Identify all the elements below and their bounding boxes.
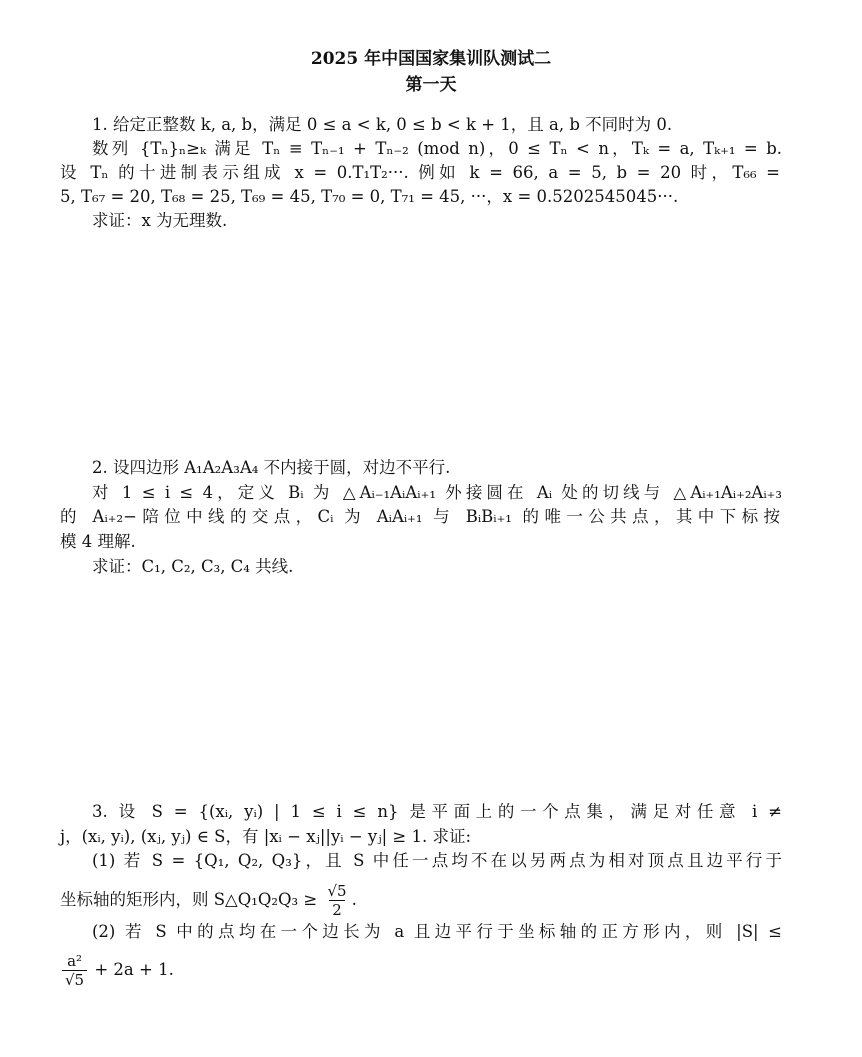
problem1-line4: 5, T₆₇ = 20, T₆₈ = 25, T₆₉ = 45, T₇₀ = 0, T₇₁ = 45, ···，x = 0.5202545045···. bbox=[60, 187, 679, 206]
problem3-line4-text: 坐标轴的矩形内，则 S△Q₁Q₂Q₃ ≥ bbox=[60, 890, 318, 909]
sqrt5-over-2-fraction bbox=[324, 882, 349, 919]
page-title: 2025 年中国国家集训队测试二 bbox=[310, 49, 552, 69]
problem3-line3: (1) 若 S = {Q₁, Q₂, Q₃}，且 S 中任一点均不在以另两点为相对顶点且边平行于 bbox=[92, 851, 782, 870]
fraction-numerator: √5 bbox=[327, 882, 347, 900]
problem2-line4: 模 4 理解. bbox=[60, 532, 136, 551]
problem3-line4-end: . bbox=[351, 890, 357, 909]
problem3-line2: j，(xᵢ, yᵢ), (xⱼ, yⱼ) ∈ S，有 |xᵢ − xⱼ||yᵢ − yⱼ| ≥ 1. 求证: bbox=[60, 827, 472, 846]
problem3-line6-text: + 2a + 1. bbox=[94, 960, 174, 979]
problem2-line5: 求证：C₁, C₂, C₃, C₄ 共线. bbox=[92, 557, 294, 576]
problem1-line3: 设 Tₙ 的十进制表示组成 x = 0.T₁T₂···. 例如 k = 66, a = 5, b = 20 时，T₆₆ = bbox=[60, 163, 780, 182]
fraction-denominator: √5 bbox=[62, 970, 87, 989]
problem3-line1: 3. 设 S = {(xᵢ, yᵢ) | 1 ≤ i ≤ n} 是平面上的一个点集，满足对任意 i ≠ bbox=[92, 802, 782, 821]
problem2-line1: 2. 设四边形 A₁A₂A₃A₄ 不内接于圆，对边不平行. bbox=[92, 458, 451, 477]
a-squared-over-sqrt5-fraction bbox=[62, 952, 87, 989]
page-subtitle: 第一天 bbox=[405, 75, 457, 95]
fraction-denominator: 2 bbox=[329, 900, 345, 919]
problem3-line4 bbox=[60, 880, 780, 920]
fraction-numerator: a² bbox=[67, 952, 83, 970]
problem2-line2: 对 1 ≤ i ≤ 4，定义 Bᵢ 为 △Aᵢ₋₁AᵢAᵢ₊₁ 外接圆在 Aᵢ 处的切线与 △Aᵢ₊₁Aᵢ₊₂Aᵢ₊₃ bbox=[92, 483, 782, 502]
problem3-line6 bbox=[60, 948, 780, 992]
problem1-line2: 数列 {Tₙ}ₙ≥ₖ 满足 Tₙ ≡ Tₙ₋₁ + Tₙ₋₂ (mod n)，0 ≤ Tₙ < n，Tₖ = a, Tₖ₊₁ = b. bbox=[92, 139, 782, 158]
problem3-line5: (2) 若 S 中的点均在一个边长为 a 且边平行于坐标轴的正方形内，则 |S| ≤ bbox=[92, 922, 782, 941]
problem1-line5: 求证：x 为无理数. bbox=[92, 211, 228, 230]
problem2-line3: 的 Aᵢ₊₂−陪位中线的交点，Cᵢ 为 AᵢAᵢ₊₁ 与 BᵢBᵢ₊₁ 的唯一公共点，其中下标按 bbox=[60, 507, 780, 526]
problem1-line1: 1. 给定正整数 k, a, b，满足 0 ≤ a < k, 0 ≤ b < k + 1，且 a, b 不同时为 0. bbox=[92, 115, 673, 134]
